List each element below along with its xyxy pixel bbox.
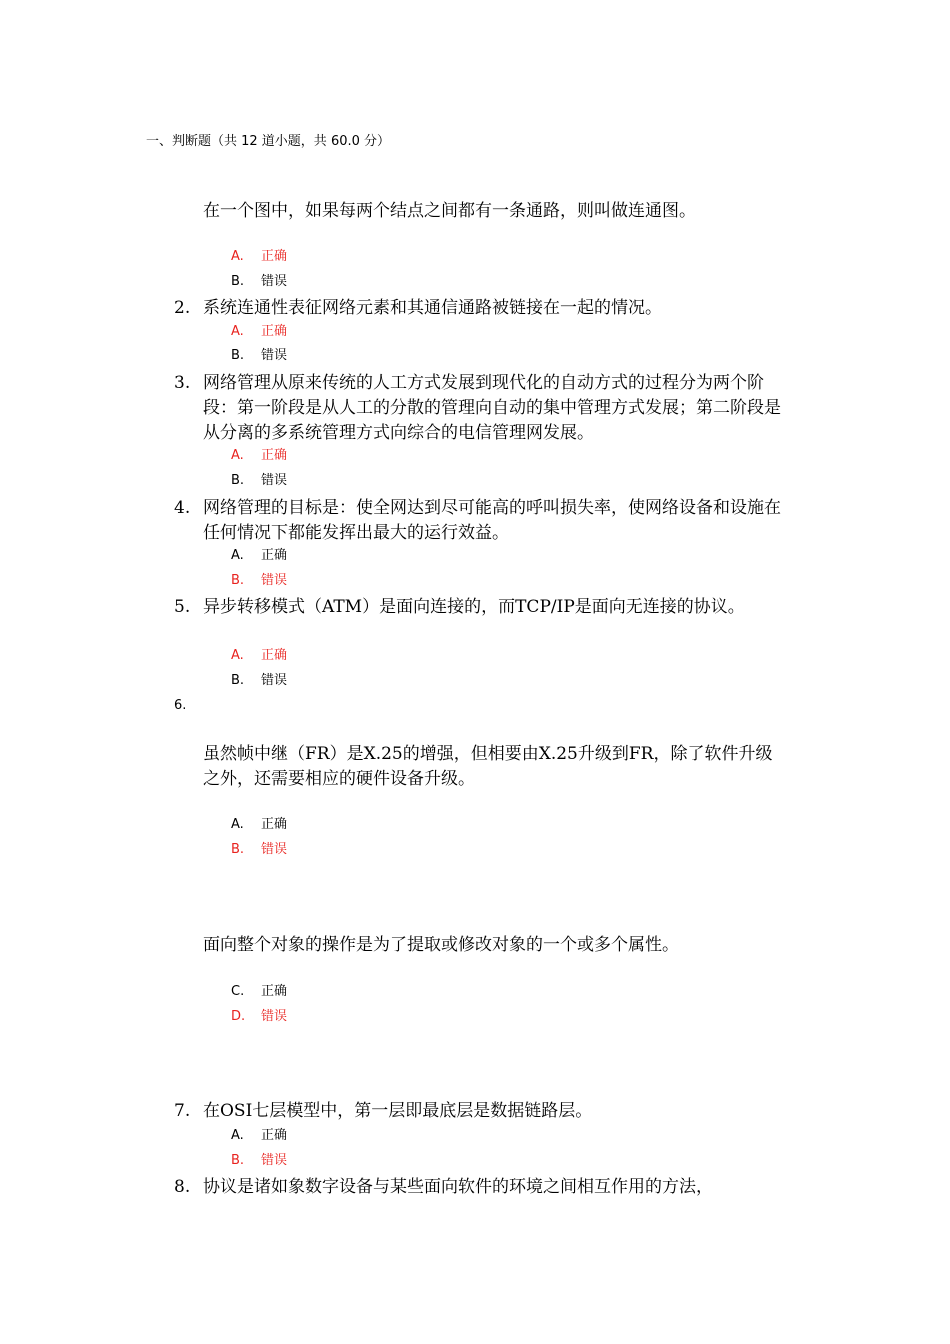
option-letter: B. xyxy=(231,673,245,688)
option-label: 正确 xyxy=(261,249,288,264)
question-number: 7. xyxy=(174,1101,191,1121)
option-letter: B. xyxy=(231,1153,245,1168)
option-letter: A. xyxy=(231,1128,244,1143)
option-letter: A. xyxy=(231,817,244,832)
option-label: 错误 xyxy=(261,842,288,857)
option-a[interactable] xyxy=(231,246,287,268)
question-number: 6. xyxy=(174,698,187,713)
question-number: 4. xyxy=(174,498,191,518)
option-label: 正确 xyxy=(261,648,288,663)
option-letter: A. xyxy=(231,648,244,663)
question-text: 网络管理从原来传统的人工方式发展到现代化的自动方式的过程分为两个阶段：第一阶段是从人工的分散的管理向自动的集中管理方式发展；第二阶段是从分离的多系统管理方式向综合的电信管理网发展。 xyxy=(203,373,781,443)
option-letter: B. xyxy=(231,348,245,363)
question-text: 虽然帧中继（FR）是X.25的增强，但相要由X.25升级到FR，除了软件升级之外，还需要相应的硬件设备升级。 xyxy=(203,744,773,789)
option-a[interactable] xyxy=(231,321,287,343)
question-text: 异步转移模式（ATM）是面向连接的，而TCP/IP是面向无连接的协议。 xyxy=(203,597,745,617)
option-label: 正确 xyxy=(261,324,288,339)
option-letter: A. xyxy=(231,249,244,264)
question-number: 2. xyxy=(174,298,191,318)
option-label: 错误 xyxy=(261,1009,288,1024)
option-label: 正确 xyxy=(261,817,288,832)
option-letter: A. xyxy=(231,324,244,339)
question-number: 5. xyxy=(174,597,191,617)
option-b[interactable] xyxy=(231,839,287,861)
option-label: 正确 xyxy=(261,448,288,463)
option-letter: A. xyxy=(231,448,244,463)
option-label: 错误 xyxy=(261,348,288,363)
option-a[interactable] xyxy=(231,1125,287,1147)
question-number: 8. xyxy=(174,1177,191,1197)
option-b[interactable] xyxy=(231,570,287,592)
question-text: 面向整个对象的操作是为了提取或修改对象的一个或多个属性。 xyxy=(203,935,679,955)
option-label: 错误 xyxy=(261,573,288,588)
option-a[interactable] xyxy=(231,545,287,567)
option-label: 正确 xyxy=(261,548,288,563)
question-text: 网络管理的目标是：使全网达到尽可能高的呼叫损失率，使网络设备和设施在任何情况下都能发挥出最大的运行效益。 xyxy=(203,498,781,543)
question-text: 在一个图中，如果每两个结点之间都有一条通路，则叫做连通图。 xyxy=(203,201,696,221)
option-c[interactable] xyxy=(231,981,287,1003)
option-letter: C. xyxy=(231,984,245,999)
question-text: 在OSI七层模型中，第一层即最底层是数据链路层。 xyxy=(203,1101,593,1121)
option-letter: B. xyxy=(231,274,245,289)
question-text: 协议是诸如象数字设备与某些面向软件的环境之间相互作用的方法， xyxy=(203,1177,713,1197)
option-d[interactable] xyxy=(231,1006,287,1028)
option-a[interactable] xyxy=(231,445,287,467)
option-b[interactable] xyxy=(231,670,287,692)
question-text: 系统连通性表征网络元素和其通信通路被链接在一起的情况。 xyxy=(203,298,662,318)
option-label: 错误 xyxy=(261,274,288,289)
option-letter: D. xyxy=(231,1009,246,1024)
option-label: 错误 xyxy=(261,1153,288,1168)
option-label: 错误 xyxy=(261,473,288,488)
option-a[interactable] xyxy=(231,645,287,667)
option-b[interactable] xyxy=(231,271,287,293)
question-number: 3. xyxy=(174,373,191,393)
section-title: 一、判断题（共 12 道小题，共 60.0 分） xyxy=(146,134,391,149)
option-letter: B. xyxy=(231,842,245,857)
option-label: 正确 xyxy=(261,984,288,999)
option-b[interactable] xyxy=(231,470,287,492)
option-label: 正确 xyxy=(261,1128,288,1143)
option-label: 错误 xyxy=(261,673,288,688)
option-letter: A. xyxy=(231,548,244,563)
option-b[interactable] xyxy=(231,345,287,367)
option-letter: B. xyxy=(231,473,245,488)
option-letter: B. xyxy=(231,573,245,588)
option-a[interactable] xyxy=(231,814,287,836)
option-b[interactable] xyxy=(231,1150,287,1172)
